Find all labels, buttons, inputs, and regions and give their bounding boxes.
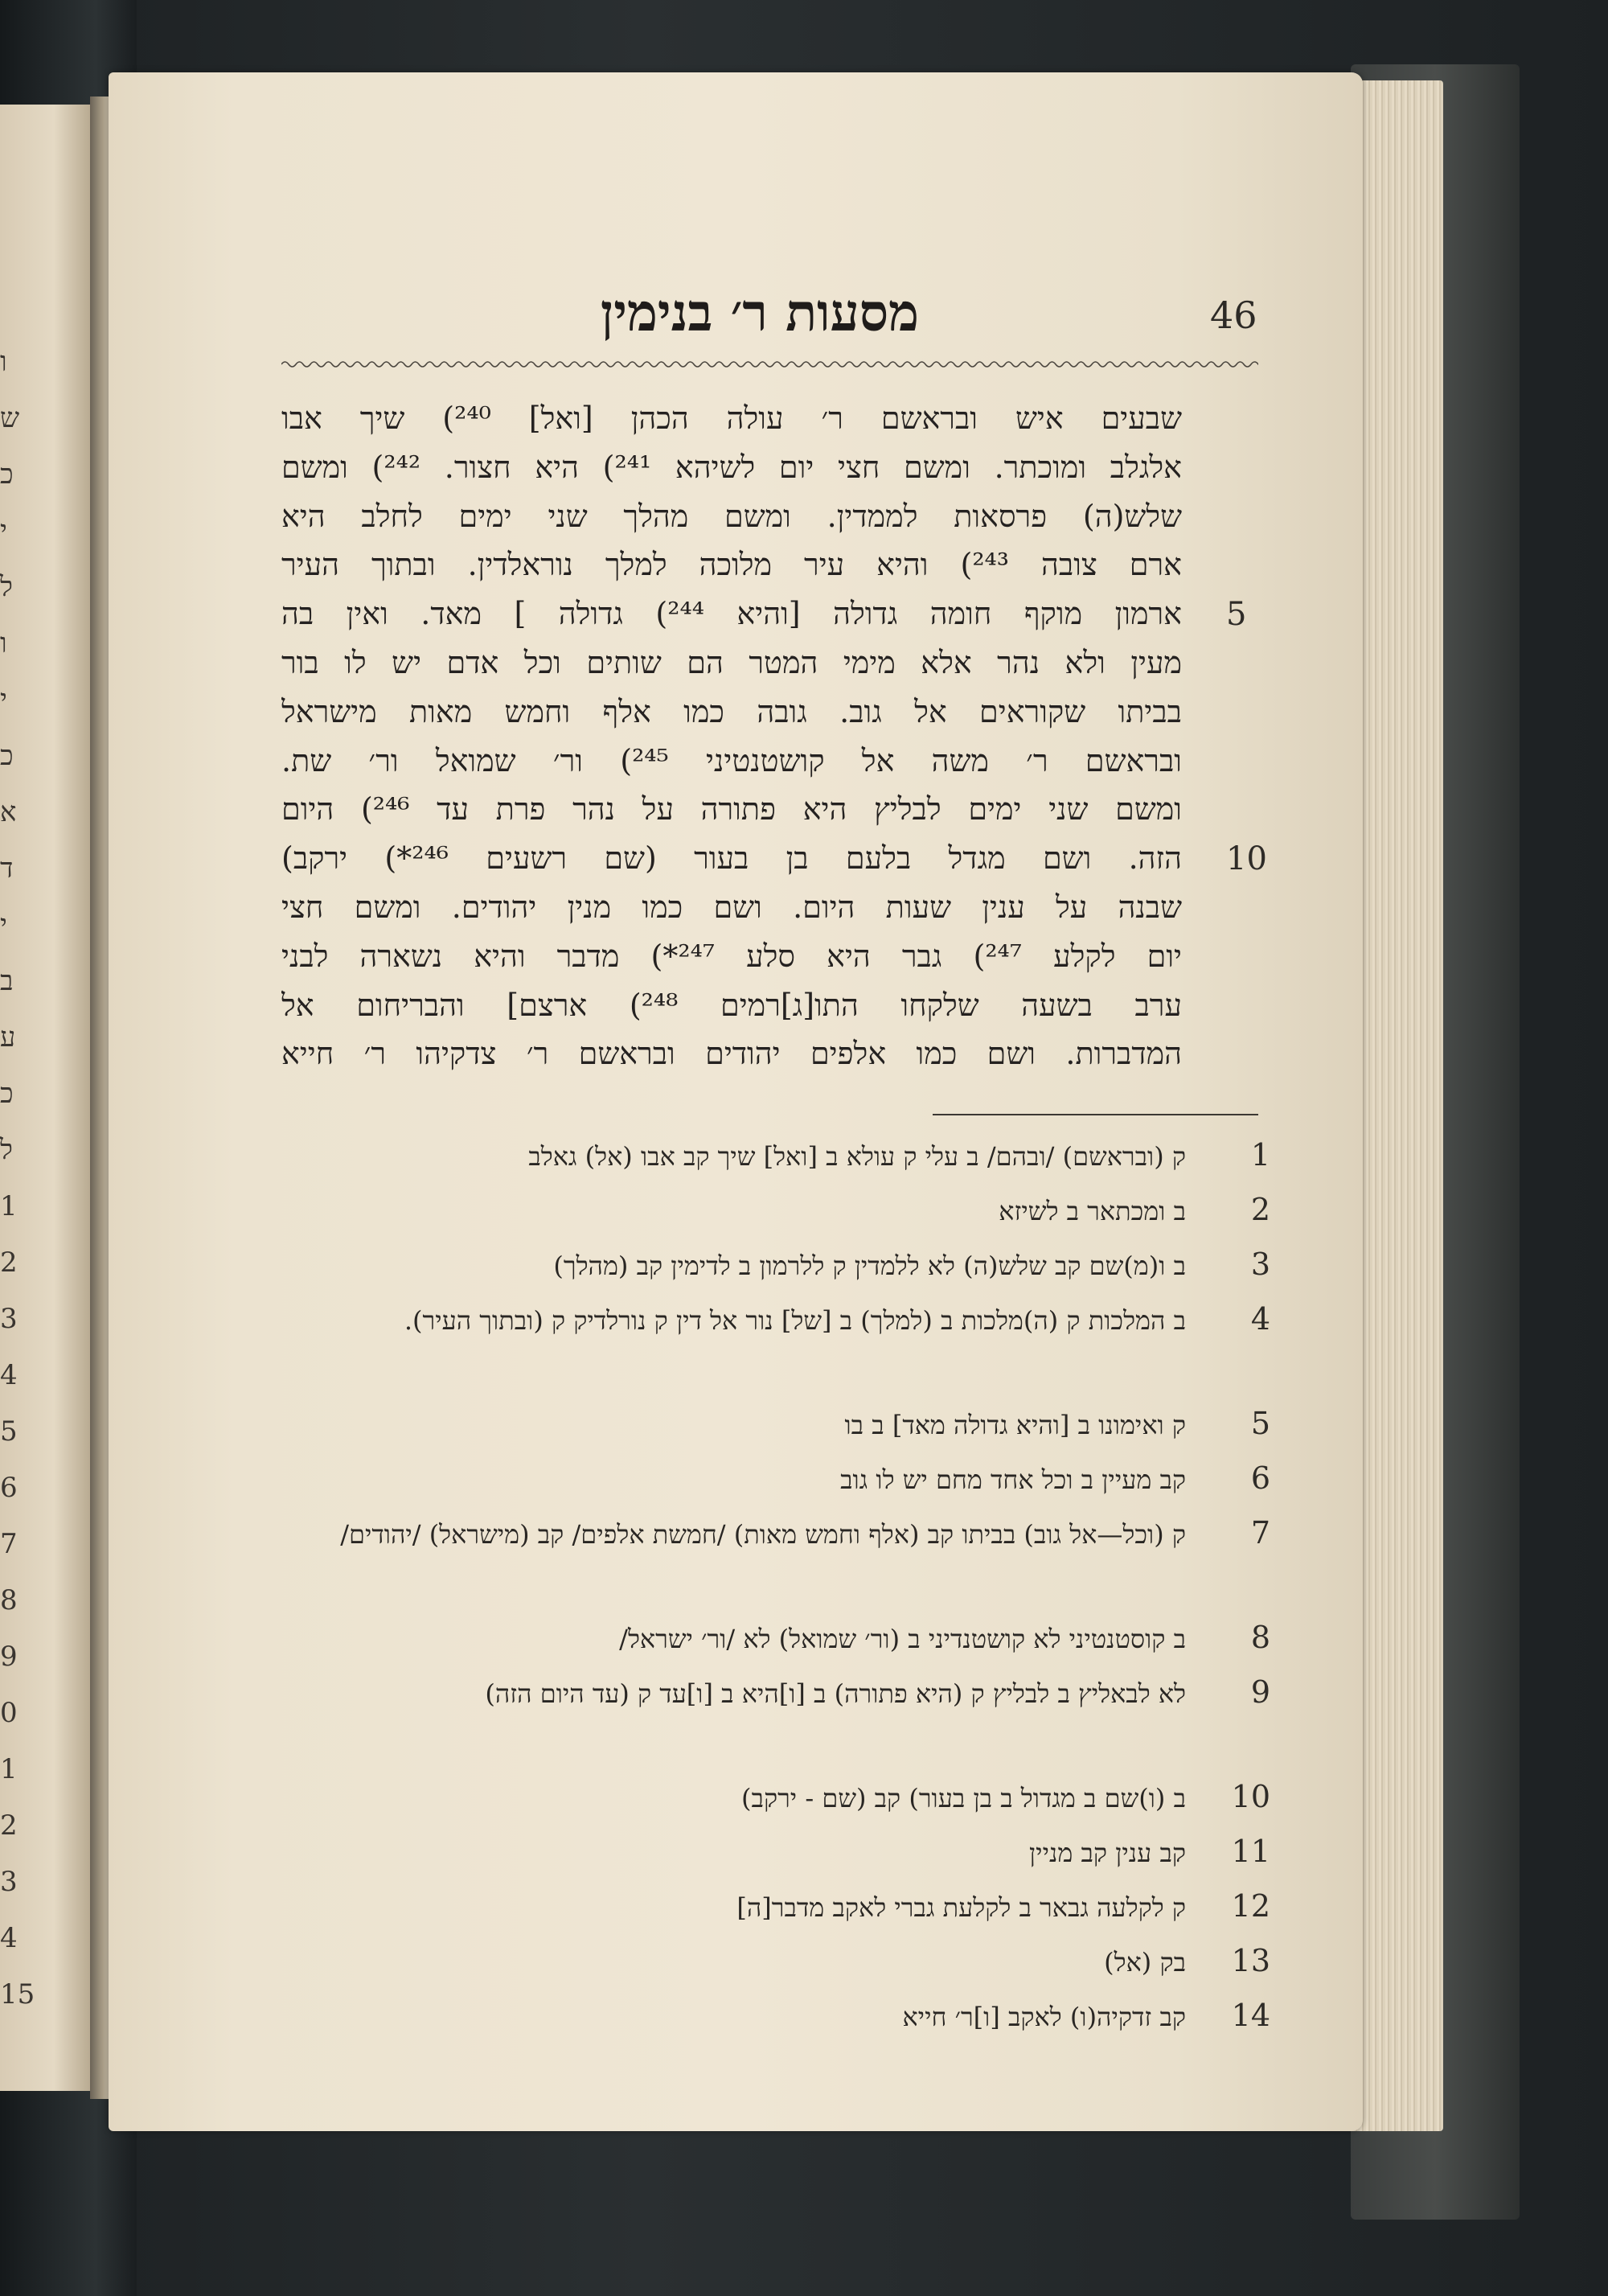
variant-line-number: 4 bbox=[1250, 1301, 1270, 1337]
text-line: שלש(ה) פרסאות לממדין. ומשם מהלך שני ימים לחלב היא bbox=[281, 498, 1182, 534]
facing-page-fragment: 4 bbox=[0, 1359, 18, 1391]
text-line: המדברות. ושם כמו אלפים יהודים ובראשם ר׳ צדקיהו ר׳ חייא bbox=[281, 1036, 1182, 1072]
facing-page-fragment: 6 bbox=[0, 1472, 18, 1504]
text-line: שבנה על ענין שעות היום. ושם כמו מנין יהודים. ומשם חצי bbox=[281, 889, 1182, 925]
facing-page bbox=[0, 105, 90, 2091]
facing-page-fragment: כ bbox=[0, 740, 14, 772]
variant-reading: ק (ובראשם) /ובהם/ ב עלי ק עולא ב [ואל] שיך קב אבו (אל) גאלב bbox=[528, 1141, 1186, 1172]
facing-page-fragment: 2 bbox=[0, 1809, 18, 1842]
variant-row bbox=[281, 1457, 1270, 1512]
text-line: בביתו שקוראים אל גוב. גובה כמו אלף וחמש מאות מישראל bbox=[281, 693, 1182, 729]
variant-reading: ב המלכות ק (ה)מלכות ב (למלך) ב [של] נור אל דין ק נורלדיק ק (ובתוך העיר). bbox=[404, 1305, 1186, 1336]
variant-row bbox=[281, 1616, 1270, 1671]
variant-row bbox=[281, 1776, 1270, 1830]
variant-line-number: 9 bbox=[1250, 1674, 1270, 1710]
variant-reading: קב ענין קב מניין bbox=[1029, 1838, 1186, 1868]
facing-page-fragment: ב bbox=[0, 965, 14, 997]
variant-row bbox=[281, 1885, 1270, 1940]
facing-page-fragment: ו bbox=[0, 346, 7, 378]
text-line: ארם צובה ²⁴³) והיא עיר מלוכה למלך נוראלדין. ובתוך העיר bbox=[281, 547, 1182, 583]
text-line: הזה. ושם מגדל בלעם בן בעור (שם רשעים ²⁴⁶*) ירקב) bbox=[281, 840, 1182, 877]
facing-page-fragment: ש bbox=[0, 402, 20, 434]
variant-line-number: 11 bbox=[1231, 1834, 1270, 1869]
text-line: אלגלב ומוכתר. ומשם חצי יום לשיהא ²⁴¹) היא חצור. ²⁴²) ומשם bbox=[281, 449, 1182, 485]
facing-page-fragment: י bbox=[0, 684, 7, 716]
facing-page-fragment: 8 bbox=[0, 1584, 18, 1616]
facing-page-fragment: 0 bbox=[0, 1697, 18, 1729]
variant-row bbox=[281, 1940, 1270, 1994]
facing-page-fragment: ד bbox=[0, 852, 14, 885]
book-page bbox=[109, 72, 1363, 2131]
variant-reading: לא לבאליץ ב לבליץ ק (היא פתורה) ב [ו]היא ב [ו]עד ק (עד היום הזה) bbox=[485, 1678, 1186, 1709]
main-text-block bbox=[281, 394, 1182, 1078]
variant-row bbox=[281, 1189, 1270, 1243]
facing-page-fragment: 15 bbox=[0, 1978, 35, 2011]
variant-row bbox=[281, 1298, 1270, 1403]
facing-page-fragment: 9 bbox=[0, 1641, 18, 1673]
facing-page-fragment: א bbox=[0, 796, 17, 828]
variant-reading: ב ו(מ)שם קב שלש(ה) לא ללמדין ק ללרמון ב לדימין קב (מהלך) bbox=[553, 1251, 1186, 1281]
variant-row bbox=[281, 1994, 1270, 2049]
ornamental-rule bbox=[281, 359, 1258, 370]
facing-page-fragment: י bbox=[0, 515, 7, 547]
facing-page-fragment: 3 bbox=[0, 1866, 18, 1898]
variant-reading: קב מעיין ב וכל אחד מחם יש לו גוב bbox=[840, 1464, 1186, 1495]
variant-line-number: 1 bbox=[1250, 1137, 1270, 1173]
facing-page-fragment: ל bbox=[0, 571, 13, 603]
facing-page-fragment: 7 bbox=[0, 1528, 18, 1560]
variant-line-number: 6 bbox=[1250, 1460, 1270, 1496]
variant-line-number: 13 bbox=[1231, 1943, 1270, 1978]
facing-page-fragment: 3 bbox=[0, 1303, 18, 1335]
variant-line-number: 2 bbox=[1250, 1192, 1270, 1227]
variant-reading: בק (אל) bbox=[1104, 1947, 1186, 1978]
text-line: ארמון מוקף חומה גדולה [והיא ²⁴⁴) גדולה ] מאד. ואין בה bbox=[281, 596, 1182, 632]
facing-page-fragment: 1 bbox=[0, 1753, 18, 1785]
text-line: ובראשם ר׳ משה אל קושטנטיני ²⁴⁵) ור׳ שמואל ור׳ שת. bbox=[281, 742, 1182, 778]
variant-row bbox=[281, 1243, 1270, 1298]
facing-page-fragment: ל bbox=[0, 1134, 13, 1166]
text-line: מעין ולא נהר אלא מימי המטר הם שותים וכל אדם יש לו בור bbox=[281, 644, 1182, 680]
facing-page-fragment: ע bbox=[0, 1021, 16, 1054]
variant-reading: ק לקלעה גבאר ב לקלעת גברי לאקב מדבר[ה] bbox=[736, 1892, 1186, 1923]
variant-apparatus bbox=[281, 1134, 1270, 2049]
variant-line-number: 5 bbox=[1250, 1406, 1270, 1441]
variant-row bbox=[281, 1134, 1270, 1189]
facing-page-fragment: י bbox=[0, 909, 7, 941]
apparatus-separator bbox=[933, 1114, 1258, 1115]
text-line: יום לקלע ²⁴⁷) גבר היא סלע ²⁴⁷*) מדבר והיא נשארה לבני bbox=[281, 938, 1182, 974]
variant-reading: ב ומכתאר ב לשיזא bbox=[999, 1196, 1186, 1226]
text-line: ערב בשעה שלקחו התו[ג]רמים ²⁴⁸) ארצם] והבריחום אל bbox=[281, 987, 1182, 1023]
variant-line-number: 3 bbox=[1250, 1247, 1270, 1282]
line-number: 10 bbox=[1226, 840, 1267, 878]
variant-line-number: 12 bbox=[1231, 1888, 1270, 1924]
variant-reading: ב קוסטנטיני לא קושטנדיני ב (ור׳ שמואל) לא /ור׳ ישראל/ bbox=[619, 1624, 1186, 1654]
facing-page-fragment: 1 bbox=[0, 1190, 18, 1222]
variant-row bbox=[281, 1830, 1270, 1885]
facing-page-fragment: 2 bbox=[0, 1247, 18, 1279]
line-number: 5 bbox=[1226, 596, 1247, 634]
variant-line-number: 7 bbox=[1250, 1515, 1270, 1551]
facing-page-fragment: כ bbox=[0, 458, 14, 491]
variant-row bbox=[281, 1671, 1270, 1776]
variant-line-number: 10 bbox=[1231, 1779, 1270, 1814]
facing-page-fragment: 4 bbox=[0, 1922, 18, 1954]
facing-page-fragment: כ bbox=[0, 1078, 14, 1110]
facing-page-fragment: ו bbox=[0, 627, 7, 659]
variant-reading: קב זדקיה(ו) לאקב [ו]ר׳ חייא bbox=[902, 2002, 1186, 2032]
facing-page-fragment: 5 bbox=[0, 1415, 18, 1448]
text-line: שבעים איש ובראשם ר׳ עולה הכהן [ואל] ²⁴⁰) שיך אבו bbox=[281, 400, 1182, 436]
variant-reading: ב (ו)שם ב מגדול ב בן בעור) קב (שם - ירקב) bbox=[741, 1783, 1186, 1813]
variant-row bbox=[281, 1512, 1270, 1616]
page-number: 46 bbox=[1210, 294, 1257, 337]
variant-reading: ק ואימונו ב [והיא גדולה מאד] ב בו bbox=[844, 1410, 1186, 1440]
variant-line-number: 8 bbox=[1250, 1620, 1270, 1655]
variant-line-number: 14 bbox=[1231, 1998, 1270, 2033]
variant-row bbox=[281, 1403, 1270, 1457]
variant-reading: ק (וכל—אל גוב) בביתו קב (אלף וחמש מאות) /חמשת אלפים/ קב (מישראל) /יהודים/ bbox=[340, 1519, 1186, 1550]
text-line: ומשם שני ימים לבליץ היא פתורה על נהר פרת עד ²⁴⁶) היום bbox=[281, 791, 1182, 828]
running-title: מסעות ר׳ בנימין bbox=[600, 283, 920, 343]
